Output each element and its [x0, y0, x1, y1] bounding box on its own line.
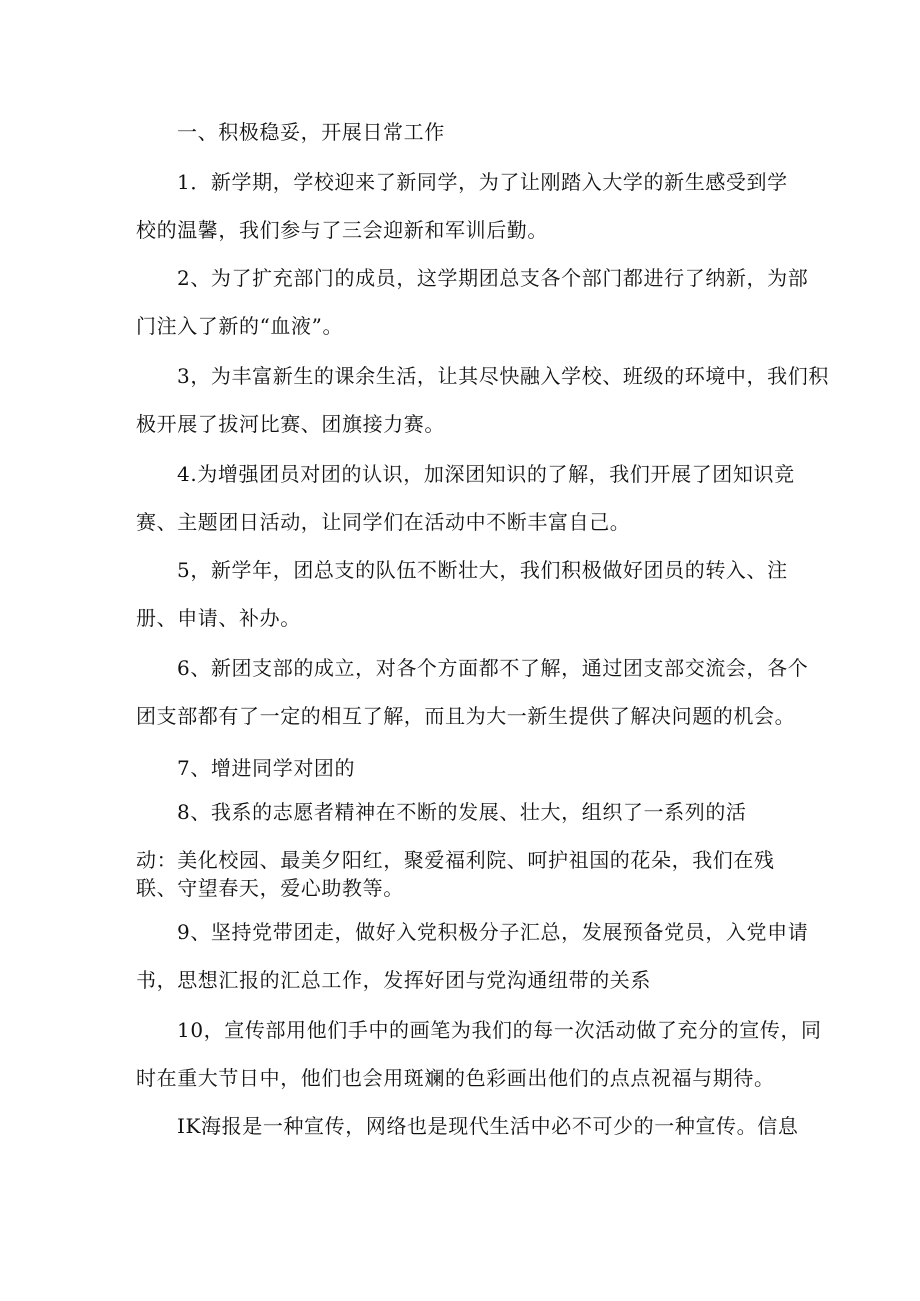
paragraph-line: IK海报是一种宣传，网络也是现代生活中必不可少的一种宣传。信息	[177, 1114, 799, 1138]
paragraph-line: 10，宣传部用他们手中的画笔为我们的每一次活动做了充分的宣传，同	[177, 1018, 822, 1042]
paragraph-line: 8、我系的志愿者精神在不断的发展、壮大，组织了一系列的活	[177, 800, 747, 824]
paragraph-line: 赛、主题团日活动，让同学们在活动中不断丰富自己。	[136, 510, 631, 534]
paragraph-line: 册、申请、补办。	[136, 606, 301, 630]
paragraph-line: 7、增进同学对团的	[177, 756, 356, 780]
paragraph-line: 5，新学年，团总支的队伍不断壮大，我们积极做好团员的转入、注	[177, 558, 788, 582]
paragraph-line: 联、守望春天，爱心助教等。	[136, 876, 404, 900]
section-heading: 一、积极稳妥，开展日常工作	[177, 120, 445, 144]
paragraph-line: 极开展了拔河比赛、团旗接力赛。	[136, 412, 445, 436]
paragraph-line: 书，思想汇报的汇总工作，发挥好团与党沟通纽带的关系	[136, 968, 651, 992]
paragraph-line: 2、为了扩充部门的成员，这学期团总支各个部门都进行了纳新，为部	[177, 266, 809, 290]
paragraph-line: 6、新团支部的成立，对各个方面都不了解，通过团支部交流会，各个	[177, 656, 809, 680]
paragraph-line: 门注入了新的“血液”。	[136, 314, 344, 338]
paragraph-line: 4.为增强团员对团的认识，加深团知识的了解，我们开展了团知识竞	[177, 462, 795, 486]
paragraph-line: 9、坚持党带团走，做好入党积极分子汇总，发展预备党员，入党申请	[177, 920, 809, 944]
paragraph-line: 3，为丰富新生的课余生活，让其尽快融入学校、班级的环境中，我们积	[177, 364, 829, 388]
paragraph-line: 校的温馨，我们参与了三会迎新和军训后勤。	[136, 218, 548, 242]
paragraph-line: 时在重大节日中，他们也会用斑斓的色彩画出他们的点点祝福与期待。	[136, 1066, 775, 1090]
paragraph-line: 动：美化校园、最美夕阳红，聚爱福利院、呵护祖国的花朵，我们在残	[136, 848, 775, 872]
paragraph-line: 团支部都有了一定的相互了解，而且为大一新生提供了解决问题的机会。	[136, 704, 796, 728]
paragraph-line: 1．新学期，学校迎来了新同学，为了让刚踏入大学的新生感受到学	[177, 170, 788, 194]
